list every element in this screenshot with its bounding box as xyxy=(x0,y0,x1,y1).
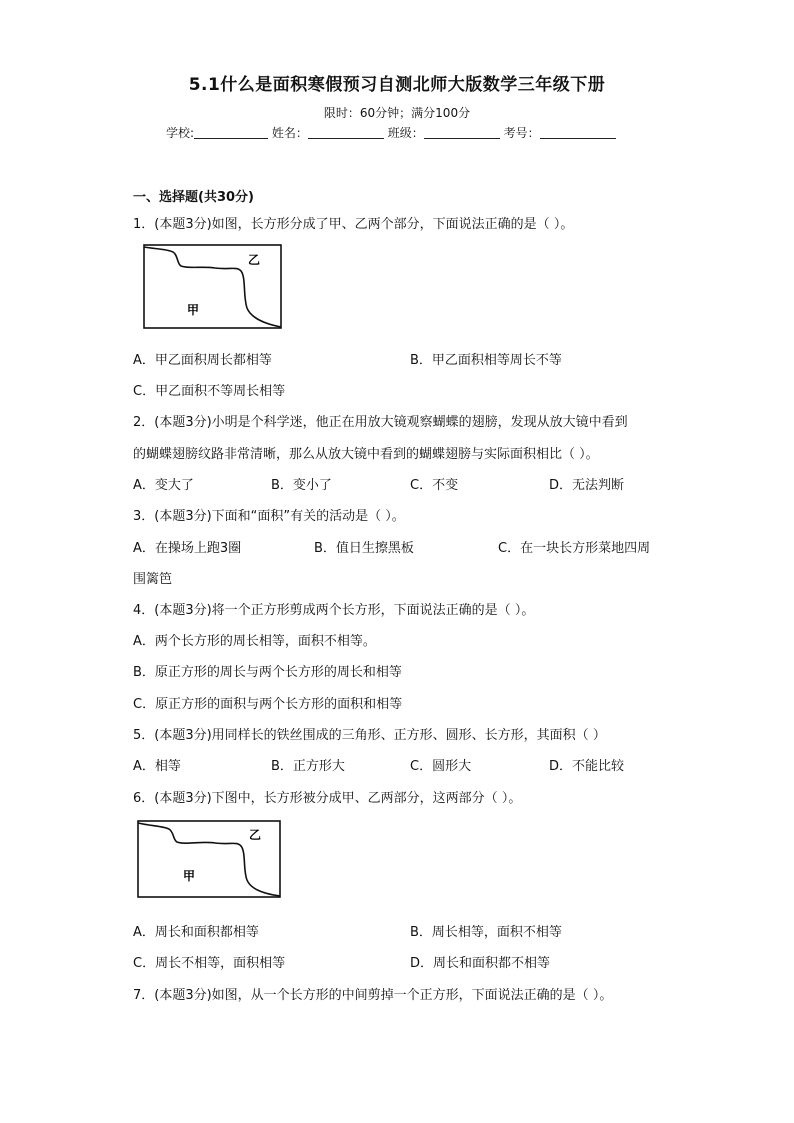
question-1-option-b[interactable]: B．甲乙面积相等周长不等 xyxy=(410,353,562,368)
question-5-option-c[interactable]: C．圆形大 xyxy=(410,759,472,774)
question-6-option-d[interactable]: D．周长和面积都不相等 xyxy=(410,956,551,971)
question-3-option-a[interactable]: A．在操场上跑3圈 xyxy=(133,541,242,556)
question-6-option-a[interactable]: A．周长和面积都相等 xyxy=(133,925,259,940)
question-2-option-b[interactable]: B．变小了 xyxy=(271,478,332,493)
question-4-option-a[interactable]: A．两个长方形的周长相等，面积不相等。 xyxy=(133,634,376,649)
name-field[interactable] xyxy=(308,126,384,139)
question-3-option-b[interactable]: B．值日生擦黑板 xyxy=(314,541,414,556)
school-field[interactable] xyxy=(194,126,268,139)
question-6-option-b[interactable]: B．周长相等，面积不相等 xyxy=(410,925,562,940)
question-6-figure xyxy=(137,820,282,900)
class-field[interactable] xyxy=(424,126,500,139)
question-2-option-d[interactable]: D．无法判断 xyxy=(549,478,625,493)
question-2-option-c[interactable]: C．不变 xyxy=(410,478,459,493)
class-label: 班级： xyxy=(387,126,424,140)
question-5-option-d[interactable]: D．不能比较 xyxy=(549,759,625,774)
jia-label: 甲 xyxy=(187,303,200,317)
question-4-option-c[interactable]: C．原正方形的面积与两个长方形的面积和相等 xyxy=(133,697,403,712)
question-6-stem: 6．(本题3分)下图中，长方形被分成甲、乙两部分，这两部分（ ）。 xyxy=(133,791,522,806)
question-4-stem: 4．(本题3分)将一个正方形剪成两个长方形，下面说法正确的是（ ）。 xyxy=(133,603,535,618)
page-title: 5.1什么是面积寒假预习自测北师大版数学三年级下册 xyxy=(188,75,606,95)
section-title: 一、选择题(共30分) xyxy=(133,190,254,205)
question-3-option-c[interactable]: C．在一块长方形菜地四周 xyxy=(498,541,651,556)
question-6-option-c[interactable]: C．周长不相等，面积相等 xyxy=(133,956,286,971)
name-label: 姓名： xyxy=(271,126,308,140)
question-1-option-c[interactable]: C．甲乙面积不等周长相等 xyxy=(133,384,286,399)
number-label: 考号： xyxy=(503,126,540,140)
question-4-option-b[interactable]: B．原正方形的周长与两个长方形的周长和相等 xyxy=(133,665,402,680)
question-2-stem-line1: 2．(本题3分)小明是个科学迷，他正在用放大镜观察蝴蝶的翅膀，发现从放大镜中看到 xyxy=(133,415,628,430)
time-limit: 限时：60分钟；满分100分 xyxy=(323,106,471,120)
question-3-option-c-cont: 围篱笆 xyxy=(133,572,173,587)
yi-label: 乙 xyxy=(249,828,262,842)
yi-label: 乙 xyxy=(248,253,261,267)
question-1-figure xyxy=(143,244,283,330)
question-3-stem: 3．(本题3分)下面和“面积”有关的活动是（ ）。 xyxy=(133,509,405,524)
question-5-option-a[interactable]: A．相等 xyxy=(133,759,181,774)
question-5-option-b[interactable]: B．正方形大 xyxy=(271,759,345,774)
student-info-row xyxy=(166,124,616,141)
question-1-option-a[interactable]: A．甲乙面积周长都相等 xyxy=(133,353,272,368)
question-2-stem-line2: 的蝴蝶翅膀纹路非常清晰，那么从放大镜中看到的蝴蝶翅膀与实际面积相比（ ）。 xyxy=(133,447,599,462)
jia-label: 甲 xyxy=(183,869,196,883)
question-7-stem: 7．(本题3分)如图，从一个长方形的中间剪掉一个正方形，下面说法正确的是（ ）。 xyxy=(133,988,613,1003)
number-field[interactable] xyxy=(540,126,616,139)
question-2-option-a[interactable]: A．变大了 xyxy=(133,478,194,493)
question-1-stem: 1．(本题3分)如图，长方形分成了甲、乙两个部分，下面说法正确的是（ ）。 xyxy=(133,217,574,232)
school-label: 学校: xyxy=(166,126,195,140)
question-5-stem: 5．(本题3分)用同样长的铁丝围成的三角形、正方形、圆形、长方形，其面积（ ） xyxy=(133,728,606,743)
